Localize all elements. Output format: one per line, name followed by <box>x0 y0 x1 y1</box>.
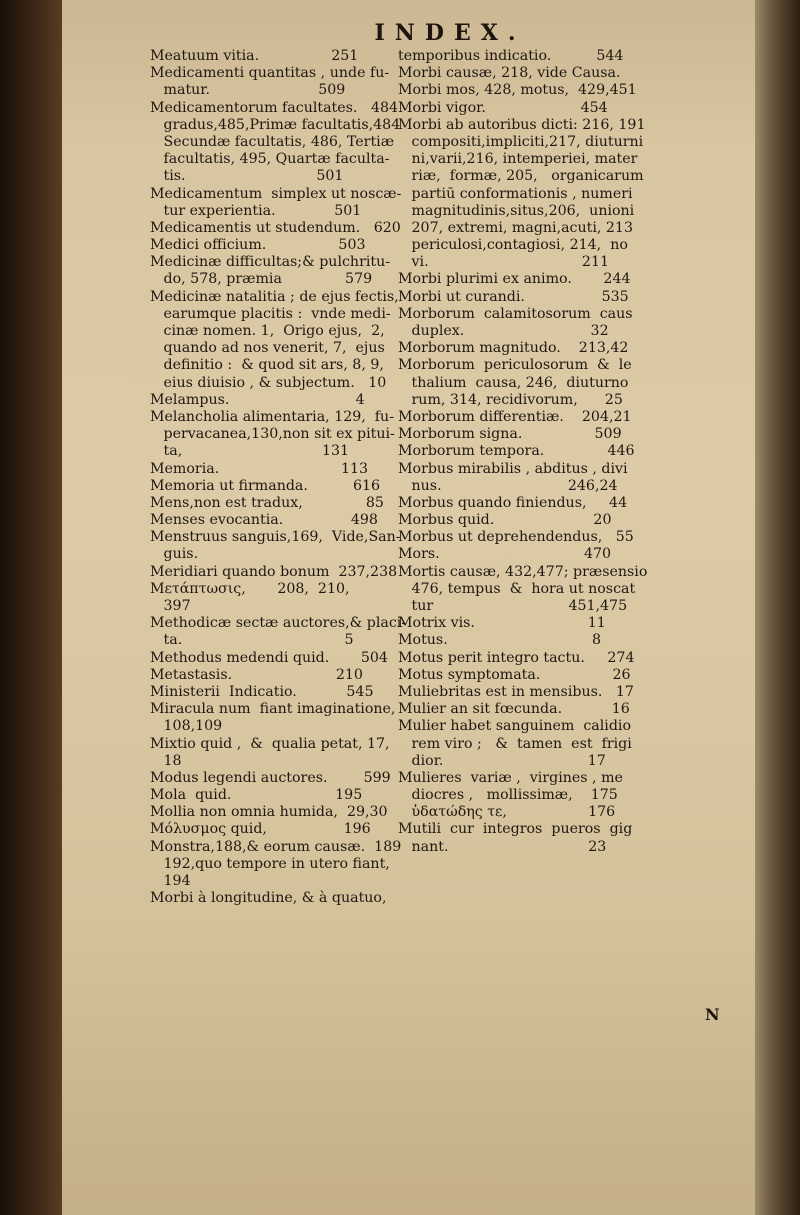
index-entry-line: Morbi mos, 428, motus, 429,451 <box>398 82 637 99</box>
index-entry-line: earumque placitis : vnde medi- <box>150 305 391 322</box>
index-entry-line: Medicamenti quantitas , unde fu- <box>150 65 390 82</box>
index-entry-line: 476, tempus & hora ut noscat <box>398 580 636 597</box>
index-entry-line: Mulier an sit fœcunda. 16 <box>398 701 630 718</box>
index-entry-line: Mutili cur integros pueros gig <box>398 821 633 838</box>
index-entry-line: Medicamentorum facultates. 484 <box>150 99 399 116</box>
index-entry-line: Ministerii Indicatio. 545 <box>150 683 374 700</box>
index-entry-line: nant. 23 <box>398 838 607 855</box>
index-entry-line: ὑδατώδης τε, 176 <box>398 804 616 821</box>
index-entry-line: riæ, formæ, 205, organicarum <box>398 168 644 185</box>
index-entry-line: Meridiari quando bonum 237,238 <box>150 563 398 580</box>
index-entry-line: rem viro ; & tamen est frigi <box>398 735 632 752</box>
index-entry-line: Mors. 470 <box>398 546 612 563</box>
index-entry-line: dior. 17 <box>398 752 606 769</box>
index-entry-line: Memoria ut firmanda. 616 <box>150 477 381 494</box>
index-entry-line: 192,quo tempore in utero fiant, <box>150 855 390 872</box>
index-entry-line: ni,varii,216, intemperiei, mater <box>398 151 638 168</box>
index-entry-line: 108,109 <box>150 718 223 735</box>
index-entry-line: 397 <box>150 598 191 614</box>
index-entry-line: Morbi causæ, 218, vide Causa. <box>398 65 621 82</box>
index-entry-line: Melampus. 4 <box>150 391 365 408</box>
index-entry-line: magnitudinis,situs,206, unioni <box>398 202 635 219</box>
index-entry-line: thalium causa, 246, diuturno <box>398 374 629 391</box>
index-entry-line: Mens,non est tradux, 85 <box>150 494 384 511</box>
index-entry-line: Μετάπτωσις, 208, 210, <box>150 580 350 597</box>
index-entry-line: matur. 509 <box>150 82 346 99</box>
index-entry-line: Morbus ut deprehendendus, 55 <box>398 529 634 546</box>
index-entry-line: tur 451,475 <box>398 598 628 614</box>
index-entry-line: vi. 211 <box>398 254 610 271</box>
index-entry-line: Morborum tempora. 446 <box>398 443 635 460</box>
index-entry-line: Melancholia alimentaria, 129, fu- <box>150 408 394 425</box>
index-entry-line: duplex. 32 <box>398 323 609 339</box>
index-entry-line: Morbi ab autoribus dicti: 216, 191 <box>398 116 646 133</box>
index-entry-line: Motus. 8 <box>398 632 602 649</box>
index-entry-line: Modus legendi auctores. 599 <box>150 769 391 786</box>
index-entry-line: Miracula num fiant imaginatione, <box>150 701 396 718</box>
index-entry-line: Secundæ facultatis, 486, Tertiæ <box>150 133 395 150</box>
index-entry-line: partiū conformationis , numeri <box>398 185 633 202</box>
index-entry-line: guis. <box>150 546 343 563</box>
index-entry-line: Medicamentis ut studendum. 620 <box>150 219 401 236</box>
index-entry-line: Morbus quando finiendus, 44 <box>398 494 628 511</box>
index-entry-line: temporibus indicatio. 544 <box>398 48 624 64</box>
index-entry-line: Morborum differentiæ. 204,21 <box>398 408 632 425</box>
index-entry-line: 194 <box>150 873 191 889</box>
index-entry-line: Motus symptomata. 26 <box>398 666 631 683</box>
index-entry-line: Mola quid. 195 <box>150 787 363 804</box>
page-header: INDEX. <box>374 20 526 46</box>
index-entry-line: Menstruus sanguis,169, Vide,San- <box>150 529 401 546</box>
index-column-right <box>398 48 760 856</box>
index-entry-line: Meatuum vitia. 251 <box>150 48 359 64</box>
index-entry-line: Medici officium. 503 <box>150 237 366 254</box>
index-entry-line: Mollia non omnia humida, 29,30 <box>150 804 388 821</box>
index-entry-line: Morborum periculosorum & le <box>398 357 632 374</box>
index-entry-line: facultatis, 495, Quartæ faculta- <box>150 151 390 168</box>
index-entry-line: 207, extremi, magni,acuti, 213 <box>398 219 633 236</box>
index-entry-line: do, 578, præmia 579 <box>150 271 373 288</box>
index-entry-line: Morbi vigor. 454 <box>398 99 608 116</box>
index-entry-line: Muliebritas est in mensibus. 17 <box>398 683 634 700</box>
index-entry-line: Morborum calamitosorum caus <box>398 305 633 322</box>
index-entry-line: definitio : & quod sit ars, 8, 9, <box>150 357 384 374</box>
book-spine <box>0 0 62 1215</box>
index-entry-line: Morbus mirabilis , abditus , divi <box>398 460 628 477</box>
index-entry-line: Memoria. 113 <box>150 460 369 477</box>
index-entry-line: Morborum signa. 509 <box>398 426 622 443</box>
catchword: N <box>705 1005 720 1024</box>
index-entry-line: tis. 501 <box>150 168 344 185</box>
index-entry-line: nus. 246,24 <box>398 477 618 494</box>
index-entry-line: Mortis causæ, 432,477; præsensio <box>398 563 648 580</box>
index-entry-line: gradus,485,Primæ facultatis,484 <box>150 116 401 133</box>
index-entry-line: ta. 5 <box>150 632 354 649</box>
index-entry-line: Metastasis. 210 <box>150 666 363 683</box>
index-entry-line: ta, 131 <box>150 443 350 460</box>
index-entry-line: cinæ nomen. 1, Origo ejus, 2, <box>150 323 385 339</box>
index-entry-line: eius diuisio , & subjectum. 10 <box>150 374 387 391</box>
index-entry-line: Methodicæ sectæ auctores,& placi- <box>150 615 407 632</box>
index-entry-line: Motus perit integro tactu. 274 <box>398 649 635 666</box>
index-entry-line: Mixtio quid , & qualia petat, 17, <box>150 735 390 752</box>
index-entry-line: Methodus medendi quid. 504 <box>150 649 388 666</box>
index-entry-line: rum, 314, recidivorum, 25 <box>398 391 623 408</box>
index-entry-line: pervacanea,130,non sit ex pitui- <box>150 426 395 443</box>
index-entry-line: Mulieres variæ , virgines , me <box>398 769 623 786</box>
index-entry-line: periculosi,contagiosi, 214, no <box>398 237 628 254</box>
index-entry-line: Morbi ut curandi. 535 <box>398 288 629 305</box>
index-entry-line: Mulier habet sanguinem calidio <box>398 718 631 735</box>
index-entry-line: Medicamentum simplex ut noscæ- <box>150 185 402 202</box>
index-entry-line: Morbi à longitudine, & à quatuo, <box>150 890 387 907</box>
index-entry-line: Morbi plurimi ex animo. 244 <box>398 271 631 288</box>
index-entry-line: quando ad nos venerit, 7, ejus <box>150 340 385 357</box>
index-entry-line: Menses evocantia. 498 <box>150 512 378 529</box>
facing-page-edge <box>755 0 800 1215</box>
index-entry-line: Medicinæ difficultas;& pulchritu- <box>150 254 391 271</box>
index-entry-line: compositi,impliciti,217, diuturni <box>398 133 644 150</box>
index-entry-line: Motrix vis. 11 <box>398 615 606 632</box>
index-entry-line: Medicinæ natalitia ; de ejus fectis, <box>150 288 399 305</box>
index-entry-line: tur experientia. 501 <box>150 202 362 219</box>
index-entry-line: 18 <box>150 752 182 769</box>
index-entry-line: Monstra,188,& eorum causæ. 189 <box>150 838 402 855</box>
index-entry-line: Μόλυσμος quid, 196 <box>150 821 371 838</box>
index-entry-line: diocres , mollissimæ, 175 <box>398 787 618 804</box>
index-entry-line: Morbus quid. 20 <box>398 512 612 529</box>
index-entry-line: Morborum magnitudo. 213,42 <box>398 340 629 357</box>
